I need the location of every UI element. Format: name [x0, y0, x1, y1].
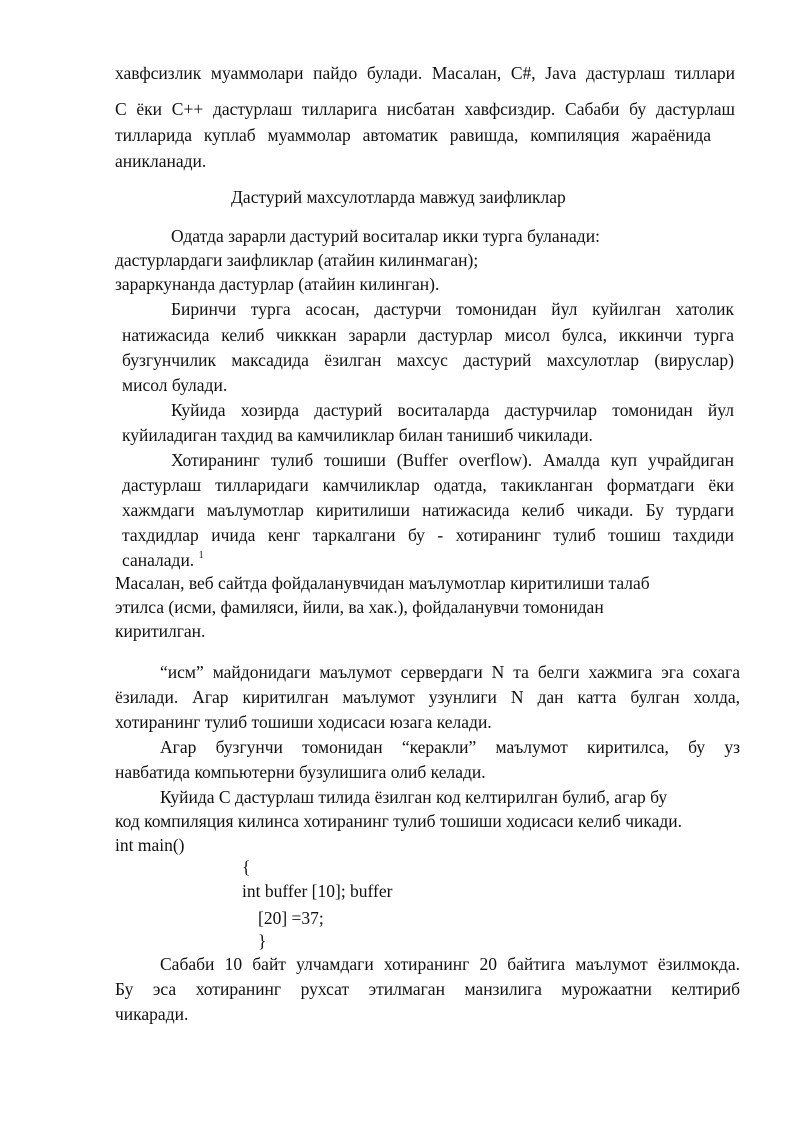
para-overflow-line-5	[122, 551, 204, 570]
para-further-line-2: куйиладиган тахдид ва камчиликлар билан танишиб чикилади.	[122, 425, 593, 445]
para-first-line-3: бузгунчилик максадида ёзилган махсус дастурий махсулотлар (вируслар)	[122, 350, 734, 370]
code-line-3: int buffer [10]; buffer	[242, 881, 393, 901]
types-item-2: зараркунанда дастурлар (атайин килинган).	[115, 274, 440, 294]
intro-line-1: хавфсизлик муаммолари пайдо булади. Масалан, C#, Java дастурлаш тиллари	[115, 63, 735, 83]
para-example-line-3: киритилган.	[115, 621, 206, 641]
para-name-line-2: ёзилади. Агар киритилган маълумот узунлиги N дан катта булган холда,	[115, 687, 740, 707]
intro-line-2: C ёки C++ дастурлаш тилларига нисбатан хавфсиздир. Сабаби бу дастурлаш	[115, 99, 735, 119]
para-first-line-4: мисол булади.	[122, 375, 228, 395]
types-intro: Одатда зарарли дастурий воситалар икки турга буланади:	[171, 226, 600, 246]
para-overflow-line-5-text: саналади.	[122, 550, 195, 570]
para-example-line-2: этилса (исми, фамиляси, йили, ва хак.), фойдаланувчи томонидан	[115, 597, 604, 617]
para-code-intro-line-1: Куйида C дастурлаш тилида ёзилган код келтирилган булиб, агар бу	[160, 787, 668, 807]
intro-line-3: тилларида куплаб муаммолар автоматик равишда, компиляция жараёнида	[115, 125, 711, 145]
para-reason-line-1: Сабаби 10 байт улчамдаги хотиранинг 20 байтига маълумот ёзилмокда.	[160, 954, 740, 974]
para-reason-line-3: чикаради.	[115, 1004, 189, 1024]
para-malicious-line-1: Агар бузгунчи томонидан “керакли” маълумот киритилса, бу уз	[160, 737, 740, 757]
types-item-1: дастурлардаги заифликлар (атайин килинмаган);	[115, 250, 479, 270]
para-first-line-1: Биринчи турга асосан, дастурчи томонидан йул куйилган хатолик	[171, 299, 734, 319]
para-name-line-3: хотиранинг тулиб тошиши ходисаси юзага келади.	[115, 712, 492, 732]
para-overflow-line-4: тахдидлар ичида кенг таркалгани бу - хотиранинг тулиб тошиш тахдиди	[122, 525, 734, 545]
section-heading: Дастурий махсулотларда мавжуд заифликлар	[231, 187, 566, 207]
para-reason-line-2: Бу эса хотиранинг рухсат этилмаган манзилига мурожаатни келтириб	[115, 979, 740, 999]
para-example-line-1: Масалан, веб сайтда фойдаланувчидан маълумотлар киритилиши талаб	[115, 573, 650, 593]
intro-line-4: аникланади.	[115, 151, 207, 171]
para-malicious-line-2: навбатида компьютерни бузулишига олиб келади.	[115, 762, 486, 782]
code-line-5: }	[258, 931, 267, 951]
para-further-line-1: Куйида хозирда дастурий воситаларда дастурчилар томонидан йул	[171, 400, 734, 420]
code-line-2: {	[242, 857, 251, 877]
para-code-intro-line-2: код компиляция килинса хотиранинг тулиб тошиши ходисаси келиб чикади.	[115, 811, 683, 831]
para-first-line-2: натижасида келиб чикккан зарарли дастурлар мисол булса, иккинчи турга	[122, 325, 734, 345]
footnote-ref: 1	[198, 550, 204, 561]
para-overflow-line-3: хажмдаги маълумотлар киритилиши натижасида келиб чикади. Бу турдаги	[122, 500, 734, 520]
code-line-1: int main()	[115, 835, 185, 855]
para-overflow-line-2: дастурлаш тилларидаги камчиликлар одатда, такикланган форматдаги ёки	[122, 475, 734, 495]
para-overflow-line-1: Хотиранинг тулиб тошиши (Buffer overflow). Амалда куп учрайдиган	[171, 450, 734, 470]
para-name-line-1: “исм” майдонидаги маълумот сервердаги N та белги хажмига эга сохага	[160, 662, 740, 682]
code-line-4: [20] =37;	[258, 908, 324, 928]
